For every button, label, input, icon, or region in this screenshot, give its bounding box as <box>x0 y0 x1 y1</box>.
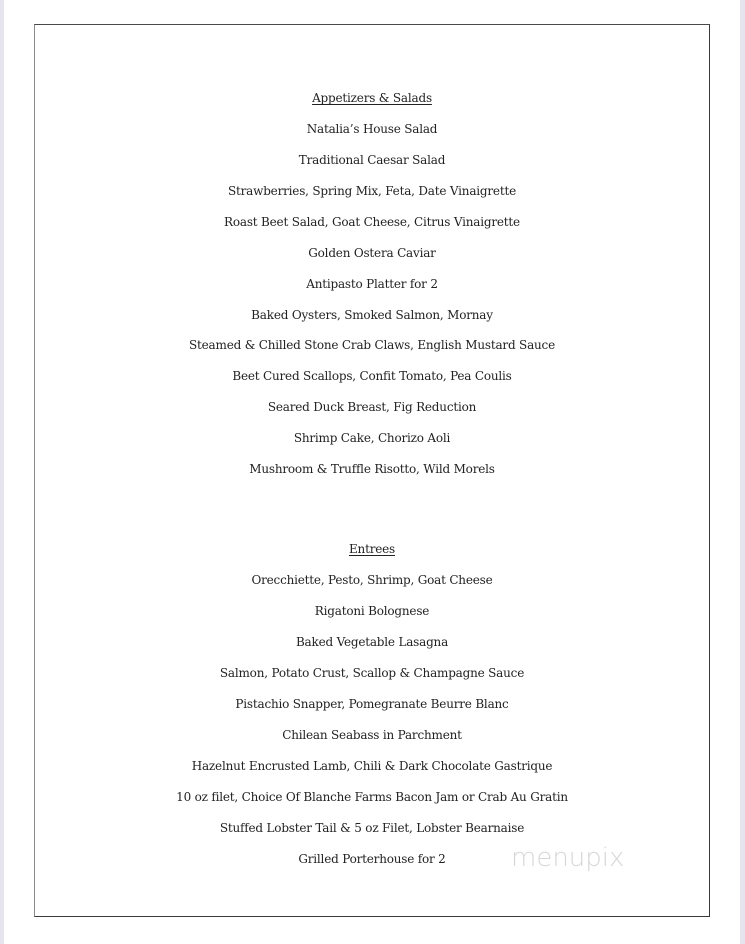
menu-item: Strawberries, Spring Mix, Feta, Date Vinaigrette <box>228 184 516 198</box>
left-edge-strip <box>0 0 4 944</box>
menu-item: Mushroom & Truffle Risotto, Wild Morels <box>249 462 495 476</box>
menu-item: Orecchiette, Pesto, Shrimp, Goat Cheese <box>251 573 493 587</box>
section-heading-entrees: Entrees <box>348 542 395 556</box>
section-heading-appetizers: Appetizers & Salads <box>312 91 432 105</box>
menu-item: Traditional Caesar Salad <box>298 153 446 167</box>
menu-item: Steamed & Chilled Stone Crab Claws, English Mustard Sauce <box>189 338 555 352</box>
menupix-watermark: menupix <box>511 843 625 873</box>
menu-item: Baked Vegetable Lasagna <box>295 635 449 649</box>
menu-item: Salmon, Potato Crust, Scallop & Champagne Sauce <box>219 666 525 680</box>
menu-item: Roast Beet Salad, Goat Cheese, Citrus Vinaigrette <box>224 215 520 229</box>
menu-item: Beet Cured Scallops, Confit Tomato, Pea Coulis <box>232 369 512 383</box>
menu-item: 10 oz filet, Choice Of Blanche Farms Bacon Jam or Crab Au Gratin <box>176 790 568 804</box>
menu-item: Stuffed Lobster Tail & 5 oz Filet, Lobster Bearnaise <box>219 821 525 835</box>
menu-item: Antipasto Platter for 2 <box>306 277 438 291</box>
menu-item: Shrimp Cake, Chorizo Aoli <box>293 431 451 445</box>
menu-item: Pistachio Snapper, Pomegranate Beurre Blanc <box>235 697 509 711</box>
menu-item: Natalia’s House Salad <box>306 122 438 136</box>
right-edge-strip <box>740 0 745 944</box>
menu-item: Golden Ostera Caviar <box>308 246 436 260</box>
menu-item: Seared Duck Breast, Fig Reduction <box>267 400 477 414</box>
menu-item: Hazelnut Encrusted Lamb, Chili & Dark Chocolate Gastrique <box>191 759 553 773</box>
menu-item: Rigatoni Bolognese <box>314 604 430 618</box>
menu-page <box>34 24 710 917</box>
menu-item: Baked Oysters, Smoked Salmon, Mornay <box>251 308 493 322</box>
menu-item: Grilled Porterhouse for 2 <box>298 852 446 866</box>
menu-item: Chilean Seabass in Parchment <box>282 728 462 742</box>
